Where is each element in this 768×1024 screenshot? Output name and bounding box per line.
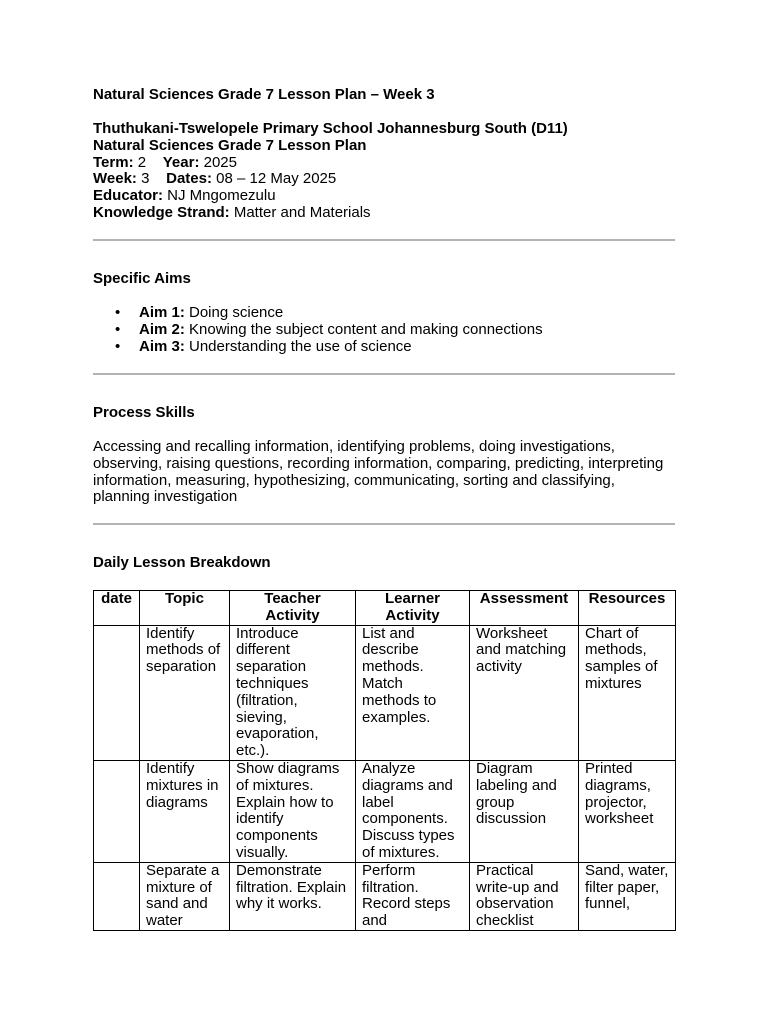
- bullet-icon: •: [115, 320, 121, 338]
- topic-cell: Identify methods of separation: [140, 625, 230, 760]
- aim-text: Understanding the use of science: [184, 337, 412, 355]
- column-header-assessment: Assessment: [470, 591, 579, 626]
- assessment-cell: [470, 862, 579, 930]
- topic-text: Separate a mixture of sand and water: [146, 862, 220, 930]
- date-text: [100, 863, 133, 930]
- teacher-activity-cell: Introduce different separation techniques (filtration, sieving, evaporation, etc.).: [230, 625, 356, 760]
- term-label: Term:: [93, 153, 134, 171]
- lesson-header: [93, 121, 568, 222]
- specific-aims-heading: Specific Aims: [93, 270, 191, 287]
- knowledge-strand-line: [93, 205, 568, 222]
- aim-label: Aim 3:: [139, 337, 185, 355]
- teacher-activity-cell: [230, 862, 356, 930]
- table-row: [94, 760, 676, 862]
- aim-text: Doing science: [184, 304, 284, 321]
- table-header-row: [94, 591, 676, 626]
- teacher-activity-cell: Show diagrams of mixtures. Explain how to identify components visually.: [230, 760, 356, 862]
- aim-text: Knowing the subject content and making connections: [184, 320, 543, 338]
- column-header-learner-activity: Learner Activity: [356, 591, 470, 626]
- term-value: 2: [133, 153, 147, 171]
- bullet-icon: •: [115, 337, 121, 355]
- bullet-icon: •: [115, 304, 121, 321]
- resources-cell: Printed diagrams, projector, worksheet: [579, 760, 676, 862]
- learner-activity-cell: List and describe methods. Match methods to examples.: [356, 625, 470, 760]
- topic-cell: Identify mixtures in diagrams: [140, 760, 230, 862]
- learner-activity-cell: [356, 862, 470, 930]
- week-value: 3: [136, 170, 150, 188]
- resources-cell: Chart of methods, samples of mixtures: [579, 625, 676, 760]
- document-title: Natural Sciences Grade 7 Lesson Plan – Week 3: [93, 86, 435, 103]
- horizontal-divider: [93, 239, 675, 241]
- year-label: Year:: [162, 153, 200, 171]
- lesson-breakdown-heading: Daily Lesson Breakdown: [93, 554, 271, 571]
- date-cell: [94, 760, 140, 862]
- topic-cell: [140, 862, 230, 930]
- process-skills-heading: Process Skills: [93, 404, 195, 421]
- dates-label: Dates:: [166, 170, 212, 188]
- horizontal-divider: [93, 373, 675, 375]
- table-row: [94, 862, 676, 930]
- aim-label: Aim 1:: [139, 304, 185, 321]
- strand-value: Matter and Materials: [229, 203, 371, 221]
- resources-cell: [579, 862, 676, 930]
- date-cell: [94, 625, 140, 760]
- list-item: [93, 305, 543, 322]
- educator-value: NJ Mngomezulu: [163, 187, 276, 205]
- aim-label: Aim 2:: [139, 320, 185, 338]
- strand-label: Knowledge Strand:: [93, 203, 230, 221]
- lesson-table: [93, 590, 676, 931]
- column-header-resources: Resources: [579, 591, 676, 626]
- plan-name: Natural Sciences Grade 7 Lesson Plan: [93, 136, 367, 154]
- column-header-topic: Topic: [140, 591, 230, 626]
- table-row: [94, 625, 676, 760]
- week-label: Week:: [93, 170, 137, 188]
- assessment-cell: Worksheet and matching activity: [470, 625, 579, 760]
- term-year-line: [93, 155, 568, 172]
- dates-value: 08 – 12 May 2025: [211, 170, 337, 188]
- resources-text: Sand, water, filter paper, funnel,: [585, 862, 669, 913]
- learner-activity-text: Perform filtration. Record steps and: [362, 862, 451, 930]
- list-item: [93, 322, 543, 339]
- column-header-date: date: [94, 591, 140, 626]
- assessment-text: Practical write-up and observation checklist: [476, 862, 559, 930]
- column-header-teacher-activity: Teacher Activity: [230, 591, 356, 626]
- learner-activity-cell: Analyze diagrams and label components. Discuss types of mixtures.: [356, 760, 470, 862]
- date-cell: [94, 862, 140, 930]
- specific-aims-list: [93, 305, 543, 355]
- educator-line: [93, 188, 568, 205]
- week-dates-line: [93, 171, 568, 188]
- school-name: Thuthukani-Tswelopele Primary School Johannesburg South (D11): [93, 120, 568, 137]
- year-value: 2025: [199, 153, 237, 171]
- list-item: [93, 339, 543, 356]
- process-skills-text: Accessing and recalling information, identifying problems, doing investigations, observing, raising questions, recording information, comparing, predicting, interpreting information, measuring, hypothesizing, communicating, sorting and classifying, planning investigation: [93, 438, 664, 506]
- teacher-activity-text: Demonstrate filtration. Explain why it works.: [236, 862, 347, 913]
- horizontal-divider: [93, 523, 675, 525]
- educator-label: Educator:: [93, 187, 164, 205]
- assessment-cell: Diagram labeling and group discussion: [470, 760, 579, 862]
